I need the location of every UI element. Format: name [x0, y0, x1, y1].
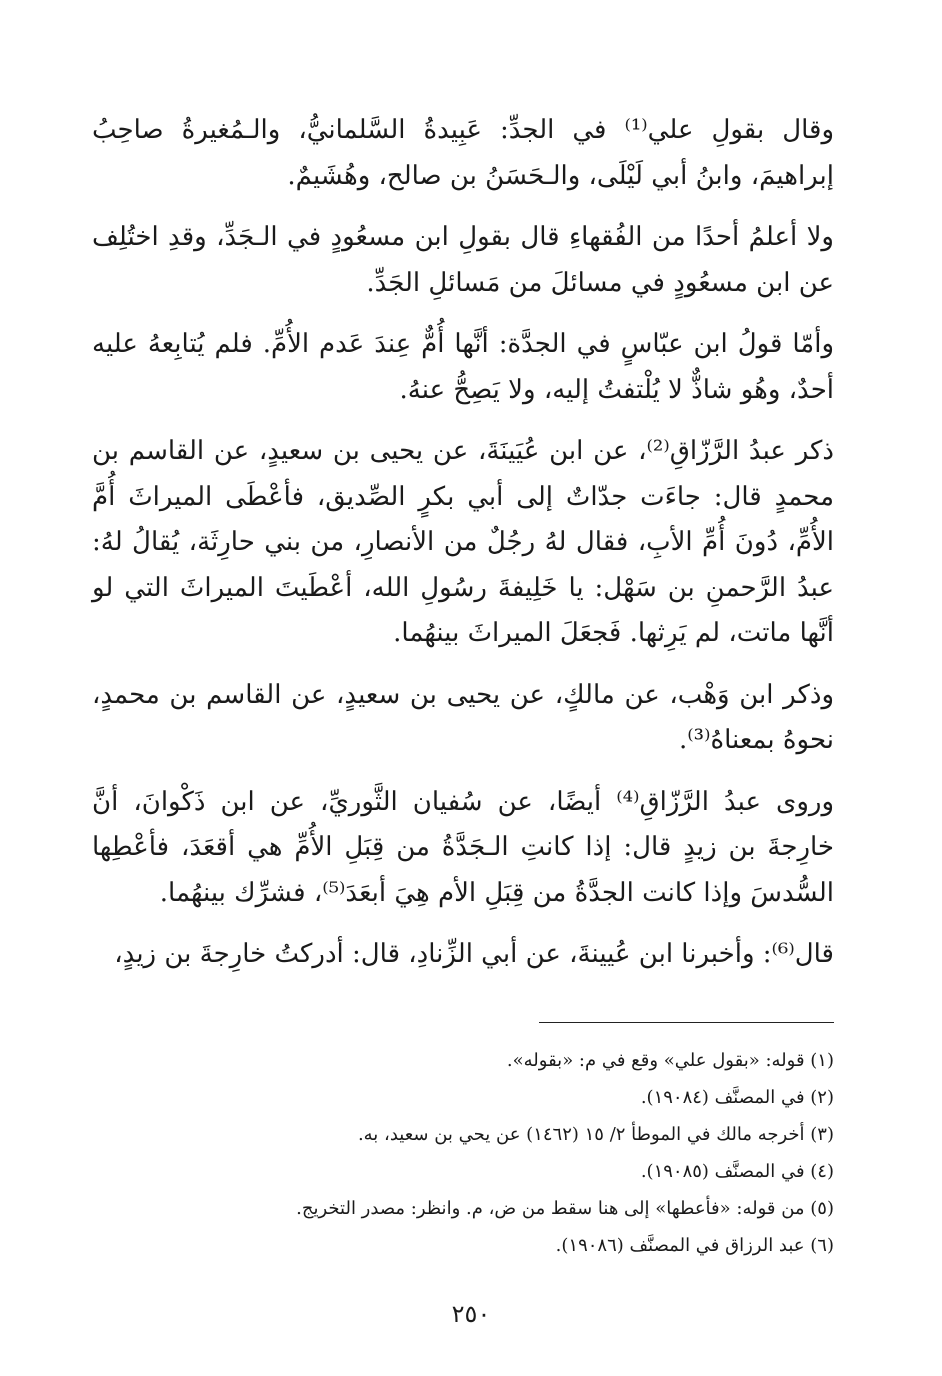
footnote: (٥) من قوله: «فأعطها» إلى هنا سقط من ض، م. وانظر: مصدر التخريج. — [296, 1198, 834, 1219]
footnote: (١) قوله: «بقول علي» وقع في م: «بقوله». — [506, 1050, 834, 1071]
paragraph: وروى عبدُ الرَّزّاقِ⁽⁴⁾ أيضًا، عن سُفيان الثَّوريِّ، عن ابن ذَكْوانَ، أنَّ خارِجةَ بن زيدٍ قال: إذا كانتِ الـجَدَّةُ من قِبَلِ الأُمِّ هي أقعَدَ، فأعْطِها السُّدسَ وإذا كانت الجدَّةُ من قِبَلِ الأم هِيَ أبعَدَ⁽⁵⁾، فشرِّك بينهُما. — [92, 786, 835, 908]
page-number: ٢٥٠ — [451, 1300, 491, 1328]
footnote-divider — [539, 1022, 834, 1023]
footnotes — [134, 1042, 834, 1264]
paragraph: وقال بقولِ علي⁽¹⁾ في الجدِّ: عَبِيدةُ السَّلمانيُّ، والـمُغيرةُ صاحِبُ إبراهيمَ، وابنُ أبي لَيْلَى، والـحَسَنُ بن صالح، وهُشَيمٌ. — [92, 115, 834, 191]
paragraph: قال⁽⁶⁾: وأخبرنا ابن عُيينةَ، عن أبي الزِّنادِ، قال: أدركتُ خارِجةَ بن زيدٍ، — [114, 939, 834, 969]
footnote: (٣) أخرجه مالك في الموطأ ٢/ ١٥ (١٤٦٢) عن يحي بن سعيد، به. — [357, 1124, 834, 1145]
paragraph: ولا أعلمُ أحدًا من الفُقهاءِ قال بقولِ ابن مسعُودٍ في الـجَدِّ، وقدِ اختُلِف عن ابن مسعُودٍ في مسائلَ من مَسائلِ الجَدِّ. — [92, 222, 834, 298]
paragraph: وذكر ابن وَهْب، عن مالكٍ، عن يحيى بن سعيدٍ، عن القاسم بن محمدٍ، نحوهُ بمعناهُ⁽³⁾. — [92, 679, 834, 755]
footnote: (٦) عبد الرزاق في المصنَّف (١٩٠٨٦). — [555, 1235, 834, 1256]
footnote: (٢) في المصنَّف (١٩٠٨٤). — [640, 1087, 834, 1108]
main-text — [92, 108, 834, 994]
paragraph: ذكر عبدُ الرَّزّاقِ⁽²⁾، عن ابن عُيَينَةَ، عن يحيى بن سعيدٍ، عن القاسم بن محمدٍ قال: جاءَت جدّاتٌ إلى أبي بكرٍ الصِّديق، فأعْطَى الميراثَ أُمَّ الأُمِّ، دُونَ أُمِّ الأبِ، فقال لهُ رجُلٌ من الأنصارِ، من بني حارِثَة، يُقالُ لهُ: عبدُ الرَّحمنِ بن سَهْل: يا خَلِيفةَ رسُولِ الله، أعْطَيتَ الميراثَ التي لو أنَّها ماتت، لم يَرِثها. فَجعَلَ الميراثَ بينهُما. — [92, 436, 834, 648]
footnote: (٤) في المصنَّف (١٩٠٨٥). — [640, 1161, 834, 1182]
paragraph: وأمّا قولُ ابن عبّاسٍ في الجدَّة: أنَّها أُمٌّ عِندَ عَدم الأُمِّ. فلم يُتابِعهُ عليه أحدٌ، وهُو شاذٌّ لا يُلْتفتُ إليه، ولا يَصِحُّ عنهُ. — [92, 329, 834, 405]
